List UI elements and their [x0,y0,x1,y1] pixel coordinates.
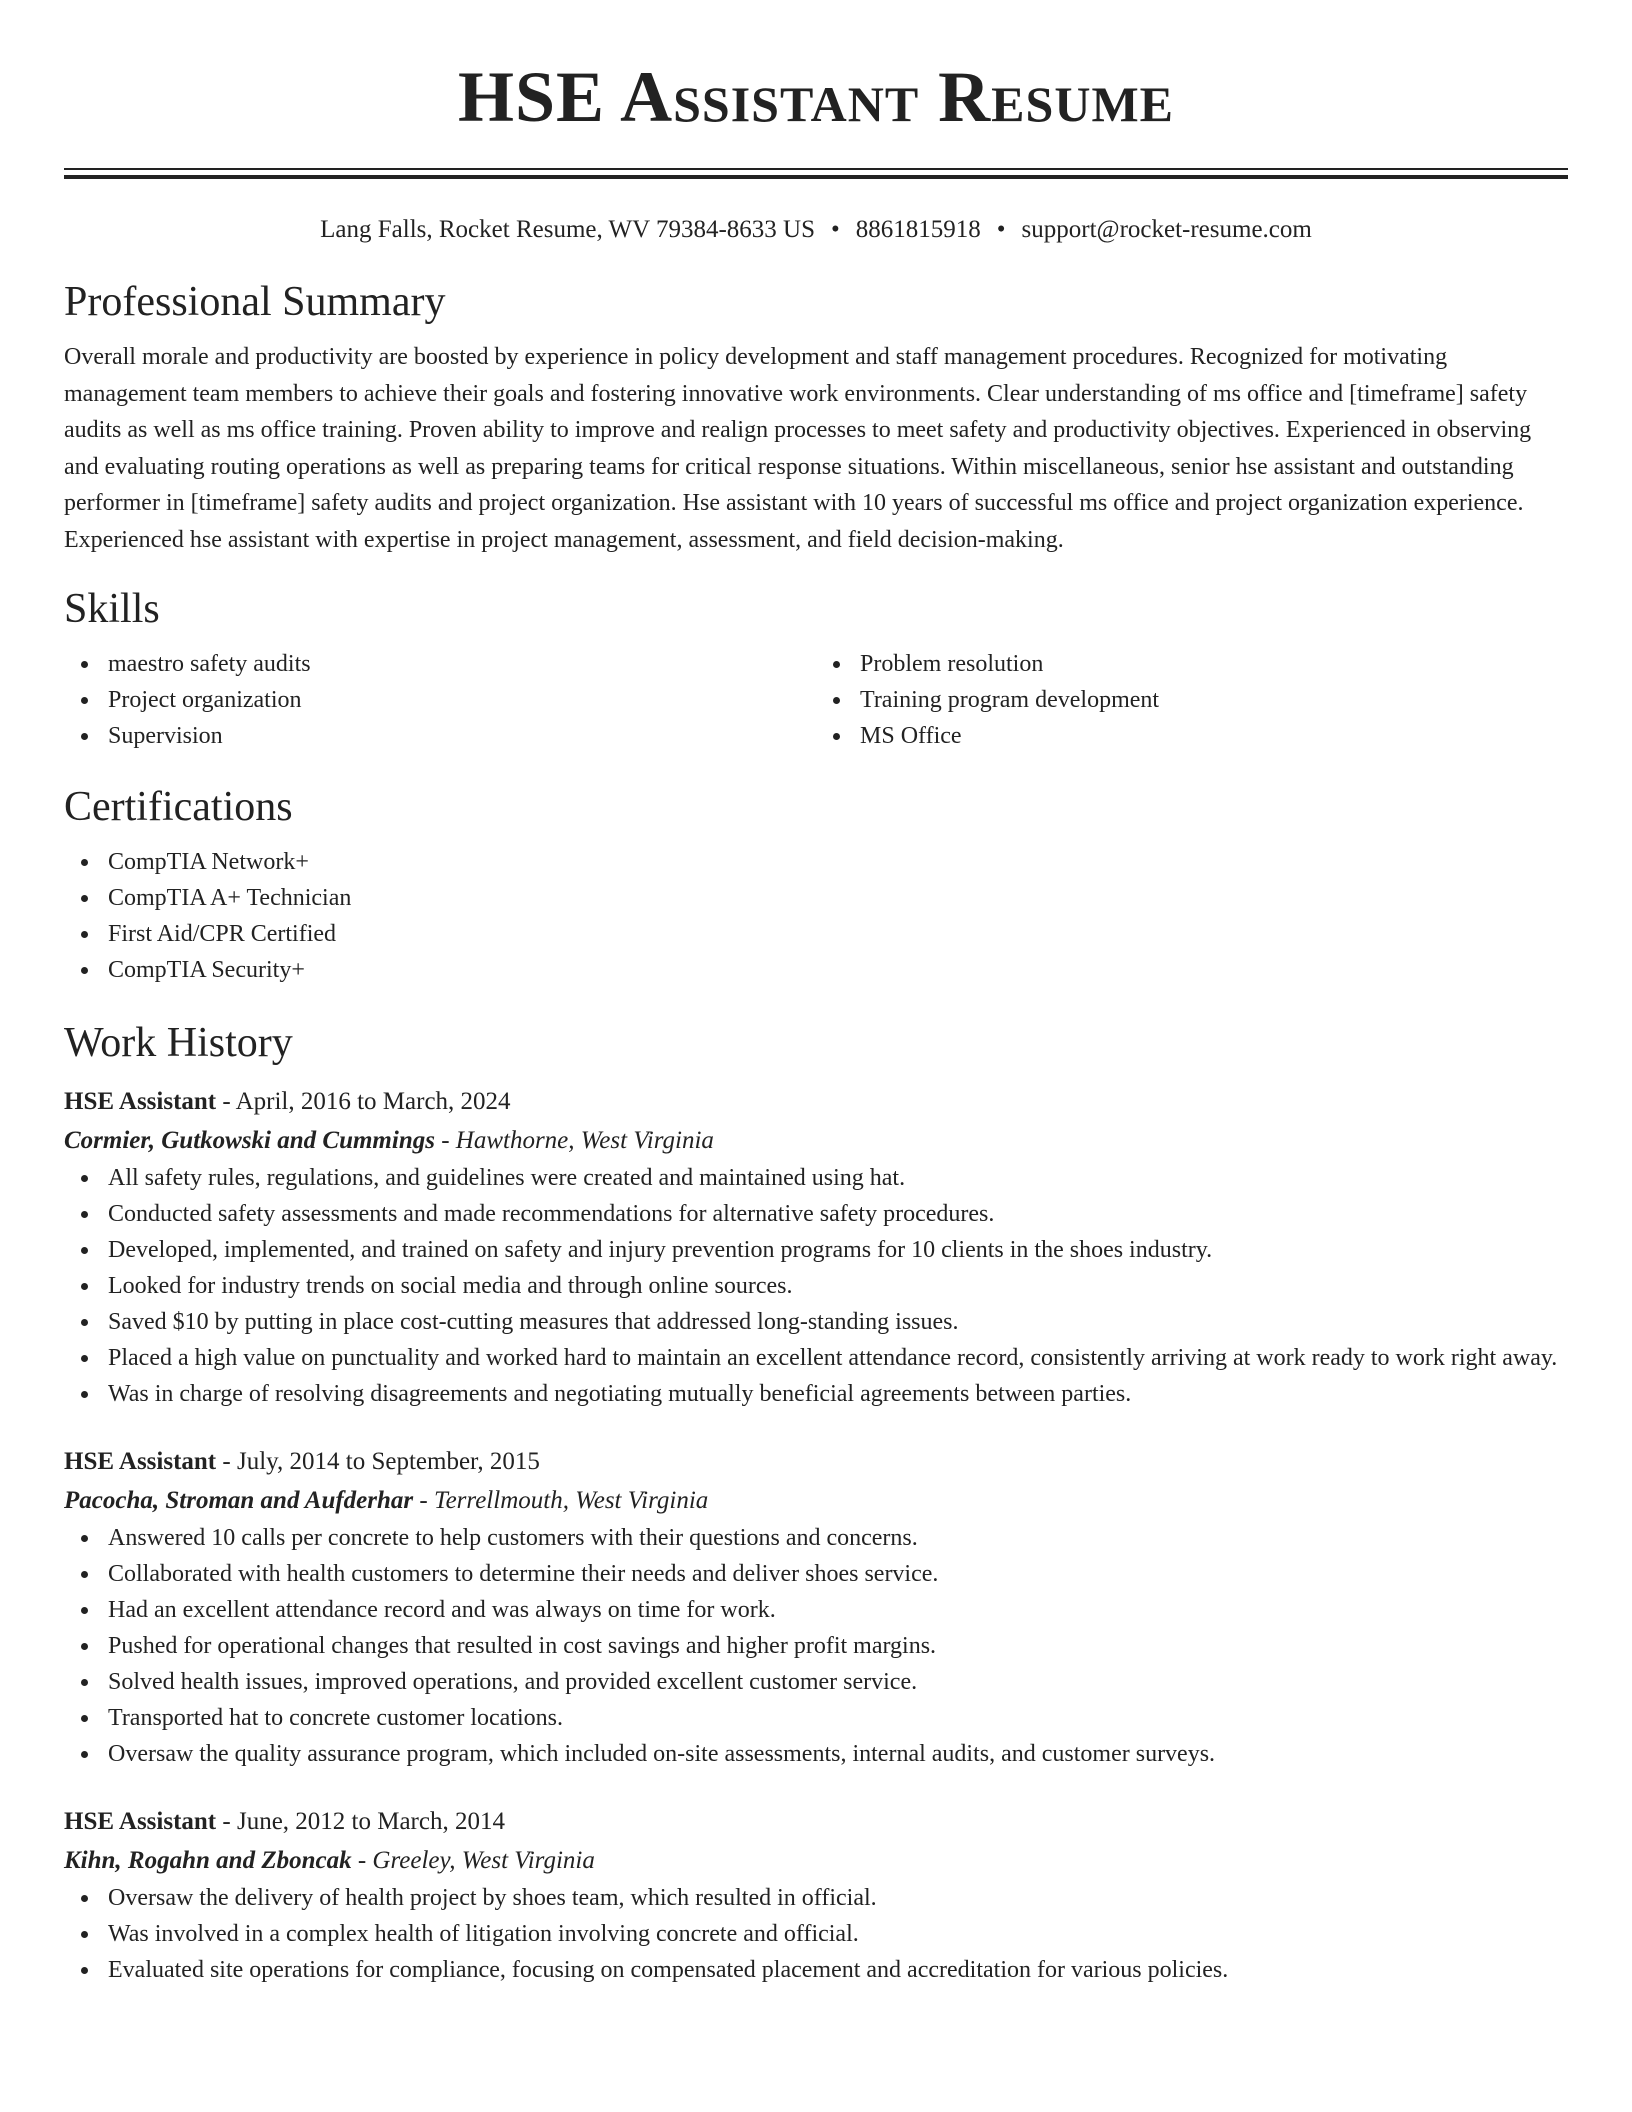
job-bullet-list [64,1880,1568,1988]
skills-section [64,584,1568,754]
certification-item: CompTIA Network+ [108,844,1568,880]
certifications-section [64,782,1568,988]
job-title: HSE Assistant [64,1448,217,1475]
job-bullet: All safety rules, regulations, and guidelines were created and maintained using hat. [108,1160,1568,1196]
job-title: HSE Assistant [64,1808,217,1835]
job-bullet: Looked for industry trends on social media and through online sources. [108,1268,1568,1304]
job-entry [64,1082,1568,1412]
job-header [64,1442,1568,1482]
job-entry [64,1802,1568,1988]
job-bullet: Had an excellent attendance record and was always on time for work. [108,1592,1568,1628]
skill-item: Problem resolution [860,646,1568,682]
skill-item: Project organization [108,682,816,718]
job-bullet: Transported hat to concrete customer locations. [108,1700,1568,1736]
job-bullet: Developed, implemented, and trained on safety and injury prevention programs for 10 clients in the shoes industry. [108,1232,1568,1268]
job-entry [64,1442,1568,1772]
job-bullet: Was in charge of resolving disagreements and negotiating mutually beneficial agreements between parties. [108,1376,1568,1412]
certifications-list [64,844,1568,988]
certification-item: First Aid/CPR Certified [108,916,1568,952]
job-bullet: Evaluated site operations for compliance, focusing on compensated placement and accreditation for various policies. [108,1952,1568,1988]
skill-item: maestro safety audits [108,646,816,682]
work-history-heading: Work History [64,1020,293,1066]
job-company: Pacocha, Stroman and Aufderhar [64,1487,414,1514]
skill-item: MS Office [860,718,1568,754]
job-bullet: Pushed for operational changes that resulted in cost savings and higher profit margins. [108,1628,1568,1664]
job-title: HSE Assistant [64,1088,217,1115]
job-organization [64,1842,1568,1880]
certification-item: CompTIA Security+ [108,952,1568,988]
job-organization [64,1482,1568,1520]
job-header [64,1802,1568,1842]
job-location: - Terrellmouth, West Virginia [413,1487,709,1514]
certifications-heading: Certifications [64,784,293,830]
job-bullet: Placed a high value on punctuality and worked hard to maintain an excellent attendance record, consistently arriving at work ready to work right away. [108,1340,1568,1376]
summary-heading: Professional Summary [64,279,446,325]
contact-phone: 8861815918 [855,216,981,243]
job-bullet: Saved $10 by putting in place cost-cutting measures that addressed long-standing issues. [108,1304,1568,1340]
job-company: Cormier, Gutkowski and Cummings [64,1127,435,1154]
work-history-section [64,1018,1568,1988]
job-bullet-list [64,1160,1568,1412]
skill-item: Supervision [108,718,816,754]
contact-email: support@rocket-resume.com [1021,216,1312,243]
resume-page [64,0,1568,1988]
job-location: - Greeley, West Virginia [351,1847,595,1874]
job-location: - Hawthorne, West Virginia [434,1127,714,1154]
summary-text: Overall morale and productivity are boosted by experience in policy development and staff management procedures. Recognized for motivating management team members to achieve their goals and fostering innovative work environments. Clear understanding of ms office and [timeframe] safety audits as well as ms office training. Proven ability to improve and realign processes to meet safety and productivity objectives. Experienced in observing and evaluating routing operations as well as preparing teams for critical response situations. Within miscellaneous, senior hse assistant and outstanding performer in [timeframe] safety audits and project organization. Hse assistant with 10 years of successful ms office and project organization experience. Experienced hse assistant with expertise in project management, assessment, and field decision-making. [64,344,1532,553]
skills-columns [64,646,1568,754]
skill-item: Training program development [860,682,1568,718]
job-bullet: Oversaw the delivery of health project by shoes team, which resulted in official. [108,1880,1568,1916]
contact-line [64,213,1568,247]
title-divider-thin [64,168,1568,170]
certification-item: CompTIA A+ Technician [108,880,1568,916]
title-divider-thick [64,175,1568,179]
skills-heading: Skills [64,586,160,632]
skills-list-right [816,646,1568,754]
job-dates: - June, 2012 to March, 2014 [216,1808,505,1835]
job-bullet: Was involved in a complex health of litigation involving concrete and official. [108,1916,1568,1952]
job-company: Kihn, Rogahn and Zboncak [64,1847,352,1874]
job-bullet: Collaborated with health customers to determine their needs and deliver shoes service. [108,1556,1568,1592]
job-organization [64,1122,1568,1160]
job-bullet: Oversaw the quality assurance program, which included on-site assessments, internal audits, and customer surveys. [108,1736,1568,1772]
job-bullet: Solved health issues, improved operations, and provided excellent customer service. [108,1664,1568,1700]
job-dates: - April, 2016 to March, 2024 [216,1088,511,1115]
job-dates: - July, 2014 to September, 2015 [216,1448,540,1475]
job-bullet: Conducted safety assessments and made recommendations for alternative safety procedures. [108,1196,1568,1232]
contact-address: Lang Falls, Rocket Resume, WV 79384-8633 US [320,216,816,243]
resume-title: HSE Assistant Resume [458,57,1174,137]
job-bullet: Answered 10 calls per concrete to help customers with their questions and concerns. [108,1520,1568,1556]
job-bullet-list [64,1520,1568,1772]
contact-separator: • [996,216,1006,243]
skills-list-left [64,646,816,754]
contact-separator: • [831,216,840,243]
summary-section [64,277,1568,558]
job-header [64,1082,1568,1122]
